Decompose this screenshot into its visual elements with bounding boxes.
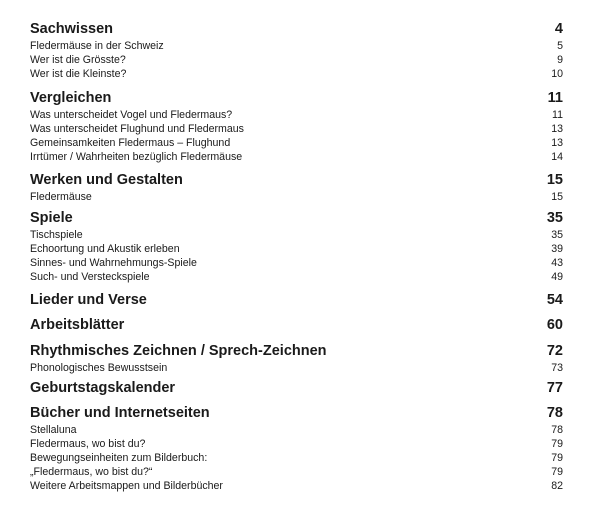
toc-entry-page: 43 <box>551 257 563 269</box>
toc-entry[interactable] <box>30 136 563 150</box>
toc-entry[interactable] <box>30 423 563 437</box>
toc-heading-title: Bücher und Internetseiten <box>30 405 210 421</box>
toc-heading-entry[interactable] <box>30 315 563 335</box>
toc-heading-page: 78 <box>546 405 563 421</box>
toc-entry-title: Weitere Arbeitsmappen und Bilderbücher <box>30 480 223 492</box>
toc-heading-title: Vergleichen <box>30 90 112 106</box>
toc-heading-entry[interactable] <box>30 88 563 108</box>
toc-heading-entry[interactable] <box>30 19 563 39</box>
toc-entry-title: Wer ist die Kleinste? <box>30 68 127 80</box>
toc-entry[interactable] <box>30 256 563 270</box>
toc-heading-page: 60 <box>546 317 563 333</box>
toc-heading-page: 4 <box>554 21 563 37</box>
toc-heading-title: Spiele <box>30 210 73 226</box>
toc-entry[interactable] <box>30 190 563 204</box>
toc-heading-title: Geburtstagskalender <box>30 380 176 396</box>
toc-entry-page: 14 <box>551 151 563 163</box>
toc-entry-title: Stellaluna <box>30 424 77 436</box>
toc-heading-title: Lieder und Verse <box>30 292 147 308</box>
toc-heading-page: 35 <box>546 210 563 226</box>
toc-entry-title: Fledermäuse in der Schweiz <box>30 40 164 52</box>
toc-heading-title: Arbeitsblätter <box>30 317 125 333</box>
toc-entry-page: 15 <box>551 191 563 203</box>
toc-heading-title: Werken und Gestalten <box>30 172 183 188</box>
toc-entry-page: 9 <box>557 54 563 66</box>
toc-heading-page: 54 <box>546 292 563 308</box>
toc-entry-title: Bewegungseinheiten zum Bilderbuch: <box>30 452 208 464</box>
toc-section <box>30 403 563 493</box>
toc-section <box>30 378 563 398</box>
toc-heading-entry[interactable] <box>30 403 563 423</box>
toc-entry[interactable] <box>30 39 563 53</box>
toc-entry-page: 73 <box>551 362 563 374</box>
toc-entry-page: 79 <box>551 452 563 464</box>
toc-entry-page: 78 <box>551 424 563 436</box>
toc-entry-title: Was unterscheidet Flughund und Fledermaus <box>30 123 244 135</box>
toc-entry-page: 39 <box>551 243 563 255</box>
toc-entry-title: Irrtümer / Wahrheiten bezüglich Fledermäuse <box>30 151 243 163</box>
toc-entry[interactable] <box>30 270 563 284</box>
toc-section <box>30 88 563 164</box>
toc-heading-entry[interactable] <box>30 378 563 398</box>
toc-entry-title: „Fledermaus, wo bist du?“ <box>30 466 153 478</box>
toc-entry[interactable] <box>30 479 563 493</box>
toc-entry[interactable] <box>30 361 563 375</box>
toc-heading-page: 11 <box>547 90 563 106</box>
toc-entry-page: 10 <box>551 68 563 80</box>
toc-entry-title: Sinnes- und Wahrnehmungs-Spiele <box>30 257 197 269</box>
toc-heading-page: 72 <box>546 343 563 359</box>
toc-entry-title: Fledermäuse <box>30 191 92 203</box>
toc-entry[interactable] <box>30 108 563 122</box>
toc-entry-page: 11 <box>552 109 563 121</box>
toc-section <box>30 315 563 335</box>
toc-heading-entry[interactable] <box>30 208 563 228</box>
toc-section <box>30 208 563 284</box>
toc-heading-title: Rhythmisches Zeichnen / Sprech-Zeichnen <box>30 343 327 359</box>
toc-entry[interactable] <box>30 53 563 67</box>
toc-entry-page: 13 <box>551 137 563 149</box>
toc-entry-title: Gemeinsamkeiten Fledermaus – Flughund <box>30 137 231 149</box>
toc-entry[interactable] <box>30 67 563 81</box>
toc-heading-entry[interactable] <box>30 341 563 361</box>
toc-heading-page: 77 <box>546 380 563 396</box>
toc-entry-title: Tischspiele <box>30 229 83 241</box>
toc-entry[interactable] <box>30 465 563 479</box>
toc-entry[interactable] <box>30 242 563 256</box>
toc-heading-entry[interactable] <box>30 170 563 190</box>
toc-section <box>30 170 563 204</box>
toc-entry-title: Was unterscheidet Vogel und Fledermaus? <box>30 109 233 121</box>
toc-section <box>30 19 563 81</box>
toc-entry-page: 79 <box>551 438 563 450</box>
toc-heading-entry[interactable] <box>30 290 563 310</box>
toc-entry-title: Fledermaus, wo bist du? <box>30 438 146 450</box>
toc-entry[interactable] <box>30 451 563 465</box>
toc-entry-page: 13 <box>551 123 563 135</box>
toc-entry-title: Phonologisches Bewusstsein <box>30 362 168 374</box>
toc-entry-page: 35 <box>551 229 563 241</box>
toc-entry-page: 79 <box>551 466 563 478</box>
toc-entry[interactable] <box>30 122 563 136</box>
toc-heading-title: Sachwissen <box>30 21 114 37</box>
toc-entry-title: Wer ist die Grösste? <box>30 54 126 66</box>
toc-entry-title: Echoortung und Akustik erleben <box>30 243 180 255</box>
toc-heading-page: 15 <box>546 172 563 188</box>
toc-entry[interactable] <box>30 228 563 242</box>
toc-section <box>30 290 563 310</box>
toc-entry-page: 82 <box>551 480 563 492</box>
toc-entry-page: 49 <box>551 271 563 283</box>
toc-entry-page: 5 <box>557 40 563 52</box>
toc-section <box>30 341 563 375</box>
toc-entry[interactable] <box>30 437 563 451</box>
toc-entry-title: Such- und Versteckspiele <box>30 271 150 283</box>
toc-entry[interactable] <box>30 150 563 164</box>
